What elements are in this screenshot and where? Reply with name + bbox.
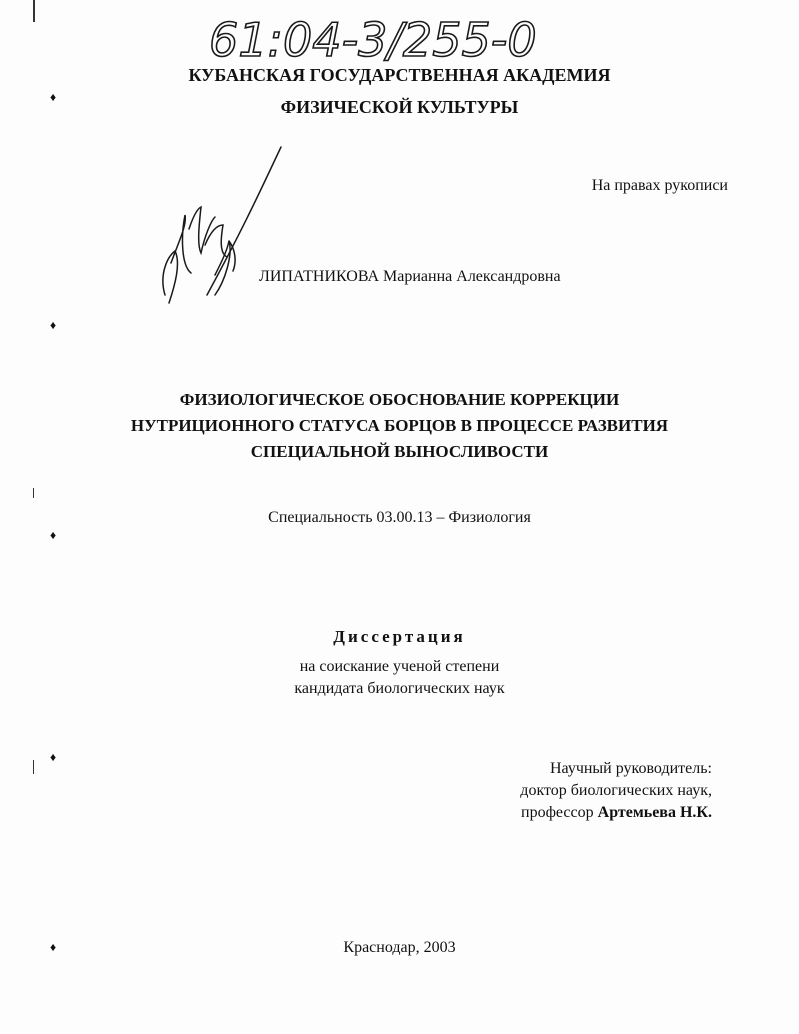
bullet-mark-icon: ♦ xyxy=(50,528,57,542)
supervisor-label: Научный руководитель: xyxy=(549,760,712,777)
archive-code-handwriting-icon xyxy=(205,6,575,70)
manuscript-rights: На правах рукописи xyxy=(591,177,728,194)
specialty: Специальность 03.00.13 – Физиология xyxy=(268,509,531,526)
title-line-2: НУТРИЦИОННОГО СТАТУСА БОРЦОВ В ПРОЦЕССЕ РАЗВИТИЯ xyxy=(130,416,669,435)
degree-sought xyxy=(0,656,799,700)
supervisor-degree: доктор биологических наук, xyxy=(520,782,712,799)
title-line-1: ФИЗИОЛОГИЧЕСКОЕ ОБОСНОВАНИЕ КОРРЕКЦИИ xyxy=(179,390,620,409)
bullet-mark-icon: ♦ xyxy=(50,750,57,764)
archive-code xyxy=(205,6,575,70)
bullet-mark-icon: ♦ xyxy=(50,940,57,954)
city-year: Краснодар, 2003 xyxy=(343,939,456,956)
bullet-mark-icon: ♦ xyxy=(50,318,57,332)
supervisor-rank-name xyxy=(480,802,712,824)
archive-code-text: 61:04-3/255-0 xyxy=(209,13,537,67)
institution-line-1: КУБАНСКАЯ ГОСУДАРСТВЕННАЯ АКАДЕМИЯ xyxy=(188,65,611,85)
document-type: Диссертация xyxy=(333,627,466,646)
supervisor-name: Артемьева Н.К. xyxy=(597,804,712,821)
institution-line-2: ФИЗИЧЕСКОЙ КУЛЬТУРЫ xyxy=(280,97,519,117)
degree-line-2: кандидата биологических наук xyxy=(294,680,505,697)
signature xyxy=(145,145,295,320)
supervisor-rank: профессор xyxy=(521,804,594,821)
degree-line-1: на соискание ученой степени xyxy=(299,658,500,675)
margin-line xyxy=(33,0,35,22)
bullet-mark-icon: ♦ xyxy=(50,90,57,104)
margin-line xyxy=(33,760,34,774)
author-name: ЛИПАТНИКОВА Марианна Александровна xyxy=(259,268,561,285)
dissertation-title xyxy=(0,387,799,465)
title-line-3: СПЕЦИАЛЬНОЙ ВЫНОСЛИВОСТИ xyxy=(250,442,549,461)
handwritten-signature-icon xyxy=(145,145,295,320)
supervisor-block xyxy=(480,758,712,824)
margin-line xyxy=(33,488,34,498)
